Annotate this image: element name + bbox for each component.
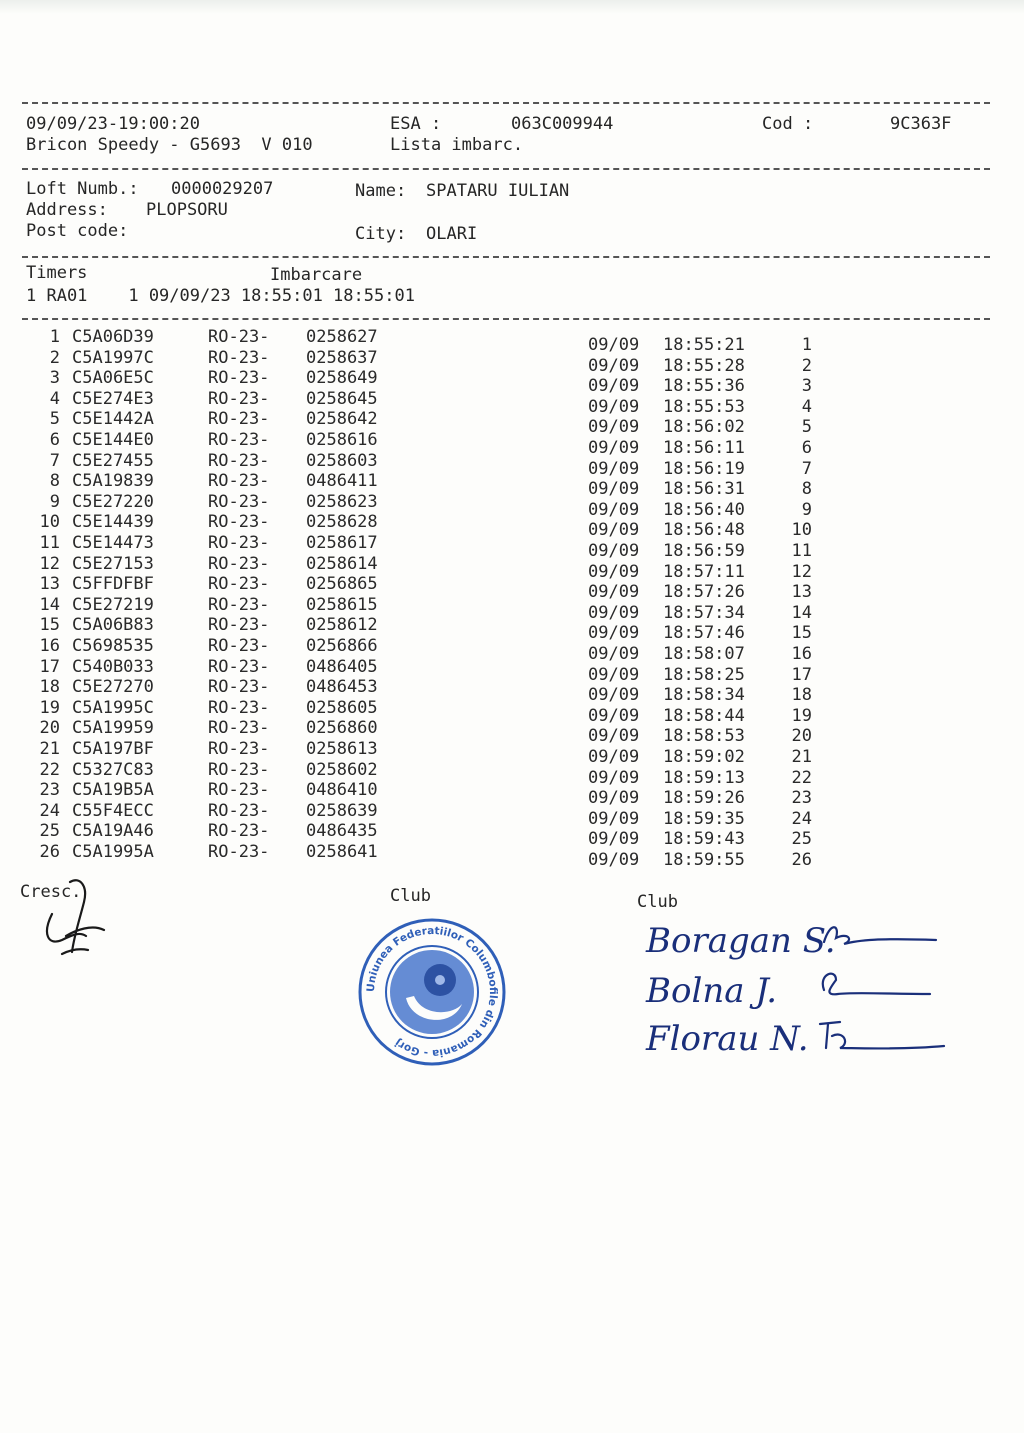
table-row xyxy=(0,739,1024,767)
ring-prefix: RO-23- xyxy=(208,780,270,801)
arrival-time: 18:55:36 xyxy=(663,376,745,397)
ring-number: 0258605 xyxy=(306,697,378,718)
arrival-date: 09/09 xyxy=(588,376,640,397)
ring-prefix: RO-23- xyxy=(208,656,270,677)
arrival-time: 18:59:02 xyxy=(663,747,745,767)
table-row xyxy=(0,347,1024,376)
table-row xyxy=(0,697,1024,726)
arrival-position: 5 xyxy=(801,417,812,438)
cresc-label: Cresc. xyxy=(20,882,82,902)
arrival-date: 09/09 xyxy=(588,582,640,603)
chip-id: C5E274E3 xyxy=(72,388,154,409)
ring-prefix: RO-23- xyxy=(208,615,270,636)
row-index: 10 xyxy=(39,512,60,533)
arrival-time: 18:57:11 xyxy=(663,561,745,582)
arrival-time: 18:56:11 xyxy=(663,438,745,458)
club-stamp xyxy=(356,916,508,1068)
table-row xyxy=(0,327,1024,355)
table-row xyxy=(0,471,1024,500)
row-index: 7 xyxy=(49,450,60,471)
row-index: 22 xyxy=(39,759,60,780)
ring-number: 0256866 xyxy=(306,636,378,656)
chip-id: C5E14439 xyxy=(72,512,154,533)
row-index: 1 xyxy=(49,327,60,347)
ring-number: 0258637 xyxy=(306,347,378,368)
arrival-date: 09/09 xyxy=(588,747,640,767)
scan-edge xyxy=(0,0,1024,14)
ring-number: 0258616 xyxy=(306,430,378,450)
ring-number: 0258602 xyxy=(306,759,378,780)
arrival-time: 18:59:43 xyxy=(663,829,745,850)
table-row xyxy=(0,780,1024,809)
arrival-date: 09/09 xyxy=(588,520,640,541)
arrival-date: 09/09 xyxy=(588,664,640,685)
arrival-time: 18:56:02 xyxy=(663,417,745,438)
arrival-time: 18:55:21 xyxy=(663,335,745,355)
ring-prefix: RO-23- xyxy=(208,347,270,368)
ring-prefix: RO-23- xyxy=(208,553,270,574)
table-row xyxy=(0,718,1024,747)
row-index: 26 xyxy=(39,842,60,862)
ring-prefix: RO-23- xyxy=(208,677,270,698)
ring-prefix: RO-23- xyxy=(208,491,270,512)
imbarcare-label: Imbarcare xyxy=(270,265,363,285)
table-row xyxy=(0,821,1024,850)
row-index: 19 xyxy=(39,697,60,718)
row-index: 16 xyxy=(39,636,60,656)
arrival-position: 18 xyxy=(791,685,812,706)
chip-id: C55F4ECC xyxy=(72,800,154,821)
row-index: 12 xyxy=(39,553,60,574)
ring-number: 0486410 xyxy=(306,780,378,801)
arrival-time: 18:58:07 xyxy=(663,644,745,664)
arrival-position: 19 xyxy=(791,705,812,726)
chip-id: C5A1997C xyxy=(72,347,154,368)
club-label-left: Club xyxy=(390,886,431,906)
print-datetime: 09/09/23-19:00:20 xyxy=(26,114,200,134)
arrival-position: 9 xyxy=(801,499,812,520)
row-index: 15 xyxy=(39,615,60,636)
row-index: 9 xyxy=(49,491,60,512)
arrival-time: 18:56:19 xyxy=(663,458,745,479)
chip-id: C5A19B5A xyxy=(72,780,154,801)
ring-prefix: RO-23- xyxy=(208,636,270,656)
table-row xyxy=(0,759,1024,788)
chip-id: C540B033 xyxy=(72,656,154,677)
arrival-time: 18:56:59 xyxy=(663,541,745,561)
separator-line xyxy=(22,102,990,104)
arrival-time: 18:58:25 xyxy=(663,664,745,685)
esa-value: 063C009944 xyxy=(511,114,614,134)
ring-number: 0258642 xyxy=(306,409,378,430)
arrival-time: 18:56:48 xyxy=(663,520,745,541)
ring-prefix: RO-23- xyxy=(208,327,270,347)
chip-id: C5A197BF xyxy=(72,739,154,759)
ring-number: 0258615 xyxy=(306,594,378,615)
arrival-date: 09/09 xyxy=(588,705,640,726)
city-label: City: xyxy=(355,224,407,244)
loft-value: 0000029207 xyxy=(171,179,274,199)
ring-prefix: RO-23- xyxy=(208,800,270,821)
table-row xyxy=(0,842,1024,870)
table-row xyxy=(0,636,1024,664)
chip-id: C5E1442A xyxy=(72,409,154,430)
arrival-position: 3 xyxy=(801,376,812,397)
ring-prefix: RO-23- xyxy=(208,759,270,780)
chip-id: C5E27220 xyxy=(72,491,154,512)
row-index: 24 xyxy=(39,800,60,821)
arrival-time: 18:59:55 xyxy=(663,850,745,870)
row-index: 23 xyxy=(39,780,60,801)
ring-prefix: RO-23- xyxy=(208,574,270,595)
arrival-position: 4 xyxy=(801,396,812,417)
arrival-date: 09/09 xyxy=(588,438,640,458)
chip-id: C5E27219 xyxy=(72,594,154,615)
arrival-position: 15 xyxy=(791,623,812,644)
row-index: 11 xyxy=(39,533,60,553)
table-row xyxy=(0,450,1024,479)
arrival-date: 09/09 xyxy=(588,458,640,479)
arrival-position: 10 xyxy=(791,520,812,541)
ring-number: 0256860 xyxy=(306,718,378,739)
arrival-position: 16 xyxy=(791,644,812,664)
chip-id: C5A06B83 xyxy=(72,615,154,636)
ring-number: 0258627 xyxy=(306,327,378,347)
chip-id: C5E27455 xyxy=(72,450,154,471)
separator-line xyxy=(22,168,990,170)
ring-prefix: RO-23- xyxy=(208,450,270,471)
svg-text:Boragan S.: Boragan S. xyxy=(646,921,836,961)
arrival-date: 09/09 xyxy=(588,479,640,500)
postcode-label: Post code: xyxy=(26,221,129,241)
ring-number: 0258639 xyxy=(306,800,378,821)
ring-prefix: RO-23- xyxy=(208,739,270,759)
esa-label: ESA : xyxy=(390,114,442,134)
ring-number: 0258613 xyxy=(306,739,378,759)
ring-number: 0486411 xyxy=(306,471,378,492)
ring-number: 0258612 xyxy=(306,615,378,636)
ring-prefix: RO-23- xyxy=(208,409,270,430)
ring-number: 0486405 xyxy=(306,656,378,677)
arrival-date: 09/09 xyxy=(588,541,640,561)
arrival-time: 18:59:26 xyxy=(663,788,745,809)
club-signatures xyxy=(640,910,960,1070)
arrival-date: 09/09 xyxy=(588,726,640,747)
ring-number: 0258645 xyxy=(306,388,378,409)
address-label: Address: xyxy=(26,200,108,220)
ring-number: 0256865 xyxy=(306,574,378,595)
row-index: 5 xyxy=(49,409,60,430)
chip-id: C5A06E5C xyxy=(72,368,154,389)
arrival-time: 18:57:26 xyxy=(663,582,745,603)
chip-id: C5E27153 xyxy=(72,553,154,574)
svg-text:Florau N.: Florau N. xyxy=(646,1019,809,1059)
arrival-date: 09/09 xyxy=(588,335,640,355)
arrival-position: 24 xyxy=(791,808,812,829)
arrival-position: 26 xyxy=(791,850,812,870)
arrival-position: 23 xyxy=(791,788,812,809)
arrival-date: 09/09 xyxy=(588,644,640,664)
chip-id: C5E27270 xyxy=(72,677,154,698)
arrival-position: 6 xyxy=(801,438,812,458)
table-row xyxy=(0,656,1024,685)
table-row xyxy=(0,512,1024,541)
row-index: 25 xyxy=(39,821,60,842)
arrival-date: 09/09 xyxy=(588,602,640,623)
ring-prefix: RO-23- xyxy=(208,594,270,615)
row-index: 20 xyxy=(39,718,60,739)
chip-id: C5E144E0 xyxy=(72,430,154,450)
arrival-position: 8 xyxy=(801,479,812,500)
breeder-signature xyxy=(22,874,112,964)
ring-prefix: RO-23- xyxy=(208,368,270,389)
arrival-time: 18:57:34 xyxy=(663,602,745,623)
arrival-time: 18:58:34 xyxy=(663,685,745,706)
row-index: 21 xyxy=(39,739,60,759)
ring-prefix: RO-23- xyxy=(208,718,270,739)
arrival-time: 18:59:13 xyxy=(663,767,745,788)
separator-line xyxy=(22,318,990,320)
chip-id: C5FFDFBF xyxy=(72,574,154,595)
chip-id: C5327C83 xyxy=(72,759,154,780)
cod-value: 9C363F xyxy=(890,114,952,134)
row-index: 17 xyxy=(39,656,60,677)
table-row xyxy=(0,677,1024,706)
table-row xyxy=(0,409,1024,438)
arrival-position: 22 xyxy=(791,767,812,788)
arrival-time: 18:55:53 xyxy=(663,396,745,417)
chip-id: C5698535 xyxy=(72,636,154,656)
list-title: Lista imbarc. xyxy=(390,135,524,155)
ring-prefix: RO-23- xyxy=(208,842,270,862)
ring-number: 0258623 xyxy=(306,491,378,512)
name-label: Name: xyxy=(355,181,407,201)
chip-id: C5A1995A xyxy=(72,842,154,862)
row-index: 4 xyxy=(49,388,60,409)
timer-line: 1 RA01 1 09/09/23 18:55:01 18:55:01 xyxy=(26,286,415,306)
ring-prefix: RO-23- xyxy=(208,533,270,553)
arrival-time: 18:57:46 xyxy=(663,623,745,644)
arrival-time: 18:58:53 xyxy=(663,726,745,747)
chip-id: C5A06D39 xyxy=(72,327,154,347)
ring-number: 0258614 xyxy=(306,553,378,574)
ring-number: 0258649 xyxy=(306,368,378,389)
svg-text:Bolna J.: Bolna J. xyxy=(646,971,778,1011)
chip-id: C5A19959 xyxy=(72,718,154,739)
separator-line xyxy=(22,256,990,258)
arrival-position: 1 xyxy=(801,335,812,355)
arrival-position: 7 xyxy=(801,458,812,479)
ring-number: 0486435 xyxy=(306,821,378,842)
ring-prefix: RO-23- xyxy=(208,697,270,718)
arrival-time: 18:56:40 xyxy=(663,499,745,520)
ring-prefix: RO-23- xyxy=(208,471,270,492)
svg-text:Uniunea Federatiilor Columbofi: Uniunea Federatiilor Columbofile din Romania - Gorj xyxy=(364,924,500,1060)
row-index: 3 xyxy=(49,368,60,389)
ring-prefix: RO-23- xyxy=(208,821,270,842)
arrival-position: 11 xyxy=(791,541,812,561)
arrival-time: 18:56:31 xyxy=(663,479,745,500)
arrival-date: 09/09 xyxy=(588,396,640,417)
table-row xyxy=(0,368,1024,397)
arrival-position: 2 xyxy=(801,355,812,376)
arrival-position: 20 xyxy=(791,726,812,747)
chip-id: C5A19A46 xyxy=(72,821,154,842)
table-row xyxy=(0,800,1024,829)
arrival-time: 18:55:28 xyxy=(663,355,745,376)
city-value: OLARI xyxy=(426,224,478,244)
chip-id: C5A1995C xyxy=(72,697,154,718)
name-value: SPATARU IULIAN xyxy=(426,181,570,201)
table-row xyxy=(0,533,1024,561)
arrival-date: 09/09 xyxy=(588,767,640,788)
chip-id: C5E14473 xyxy=(72,533,154,553)
arrival-date: 09/09 xyxy=(588,808,640,829)
ring-number: 0258603 xyxy=(306,450,378,471)
cod-label: Cod : xyxy=(762,114,814,134)
row-index: 14 xyxy=(39,594,60,615)
arrival-date: 09/09 xyxy=(588,623,640,644)
arrival-position: 14 xyxy=(791,602,812,623)
arrival-date: 09/09 xyxy=(588,850,640,870)
arrival-position: 12 xyxy=(791,561,812,582)
ring-number: 0258641 xyxy=(306,842,378,862)
row-index: 18 xyxy=(39,677,60,698)
arrival-date: 09/09 xyxy=(588,561,640,582)
arrival-date: 09/09 xyxy=(588,788,640,809)
table-row xyxy=(0,553,1024,582)
ring-prefix: RO-23- xyxy=(208,430,270,450)
row-index: 2 xyxy=(49,347,60,368)
ring-number: 0258617 xyxy=(306,533,378,553)
arrival-date: 09/09 xyxy=(588,685,640,706)
table-row xyxy=(0,491,1024,520)
table-row xyxy=(0,388,1024,417)
arrival-time: 18:58:44 xyxy=(663,705,745,726)
arrival-position: 17 xyxy=(791,664,812,685)
row-index: 13 xyxy=(39,574,60,595)
ring-number: 0258628 xyxy=(306,512,378,533)
table-row xyxy=(0,615,1024,644)
table-row xyxy=(0,574,1024,603)
club-label-right: Club xyxy=(637,892,678,912)
table-row xyxy=(0,430,1024,458)
row-index: 8 xyxy=(49,471,60,492)
arrival-date: 09/09 xyxy=(588,499,640,520)
chip-id: C5A19839 xyxy=(72,471,154,492)
ring-prefix: RO-23- xyxy=(208,388,270,409)
arrival-position: 21 xyxy=(791,747,812,767)
ring-number: 0486453 xyxy=(306,677,378,698)
arrival-date: 09/09 xyxy=(588,355,640,376)
timers-label: Timers xyxy=(26,263,88,283)
arrival-position: 25 xyxy=(791,829,812,850)
arrival-date: 09/09 xyxy=(588,829,640,850)
table-row xyxy=(0,594,1024,623)
device-info: Bricon Speedy - G5693 V 010 xyxy=(26,135,313,155)
arrival-position: 13 xyxy=(791,582,812,603)
ring-prefix: RO-23- xyxy=(208,512,270,533)
arrival-time: 18:59:35 xyxy=(663,808,745,829)
arrival-date: 09/09 xyxy=(588,417,640,438)
loft-label: Loft Numb.: xyxy=(26,179,139,199)
row-index: 6 xyxy=(49,430,60,450)
address-value: PLOPSORU xyxy=(146,200,228,220)
